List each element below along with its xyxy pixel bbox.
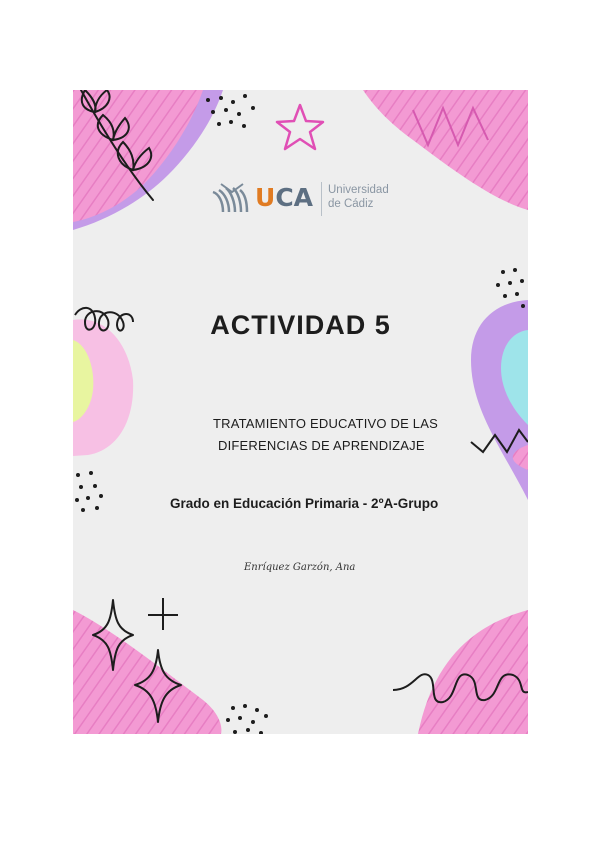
degree-line: Grado en Educación Primaria - 2ºA-Grupo (170, 496, 439, 511)
uca-acronym-rest: CA (275, 183, 314, 212)
author-name: Enríquez Garzón, Ana (244, 562, 356, 573)
page-title: ACTIVIDAD 5 (210, 310, 391, 340)
cover-page (73, 90, 528, 734)
logo-divider (321, 182, 322, 216)
star-icon (277, 105, 323, 149)
uca-acronym (255, 183, 313, 212)
dots-bottom (226, 704, 268, 734)
subtitle-line-1: TRATAMIENTO EDUCATIVO DE LAS (213, 416, 438, 431)
subtitle (213, 413, 513, 457)
dots-left (75, 471, 103, 512)
bottom-right-blob (393, 610, 528, 734)
uca-acronym-u: U (255, 183, 276, 212)
bottom-left-blob (73, 610, 221, 734)
uca-emblem-icon (211, 182, 253, 216)
university-name: Universidad de Cádiz (328, 184, 389, 210)
uca-logo (211, 178, 396, 218)
subtitle-line-2: DIFERENCIAS DE APRENDIZAJE (218, 438, 425, 453)
